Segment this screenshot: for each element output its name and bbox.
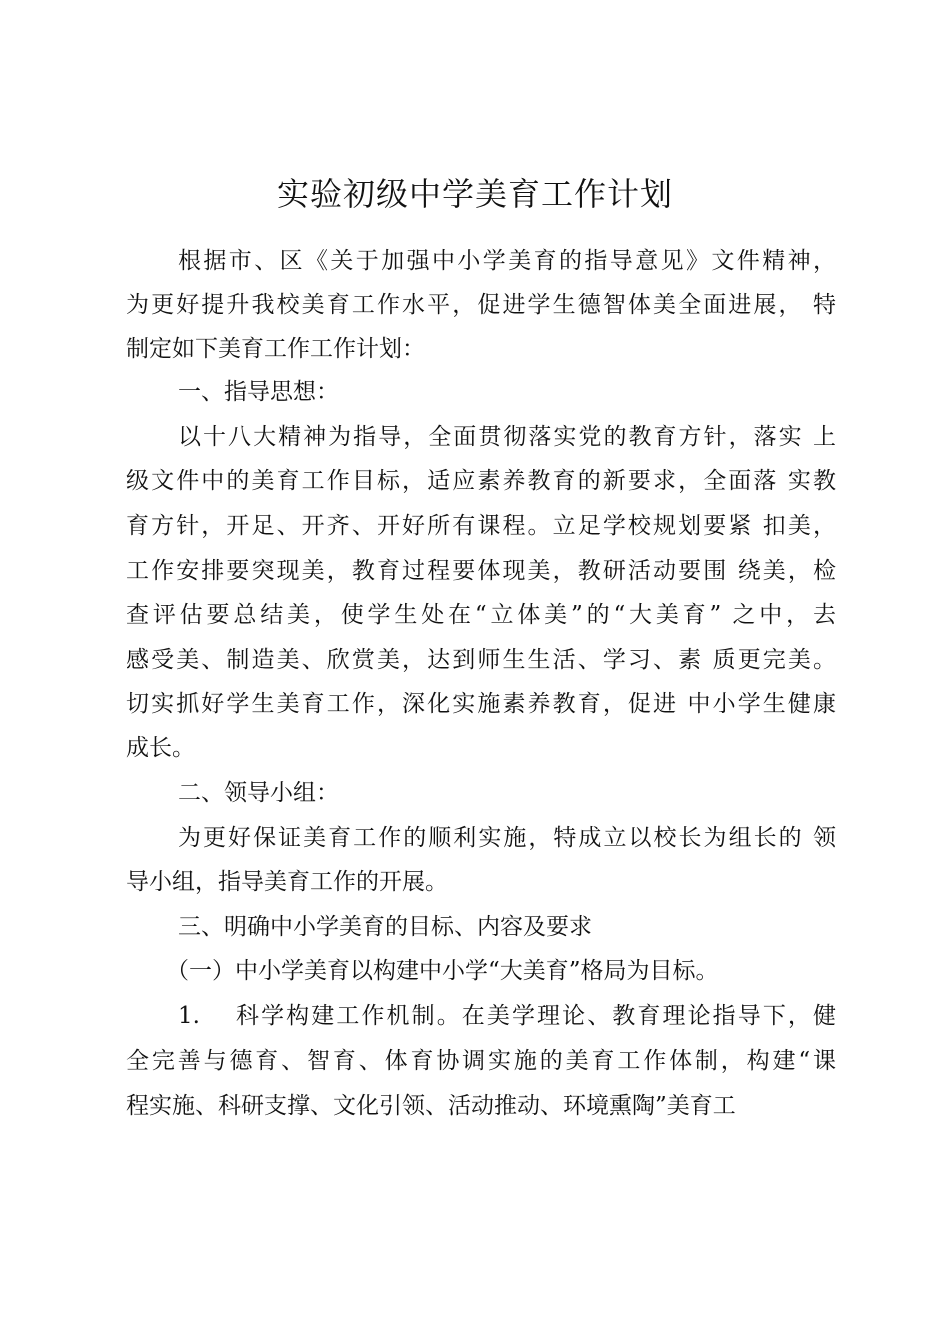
paragraph-line: 查评估要总结美，使学生处在“立体美”的“大美育” 之中，去 xyxy=(126,602,836,628)
document-title: 实验初级中学美育工作计划 xyxy=(276,175,673,213)
section-heading: 三、明确中小学美育的目标、内容及要求 xyxy=(178,914,592,940)
paragraph-line: 感受美、制造美、欣赏美，达到师生生活、学习、素 质更完美。 xyxy=(126,647,836,673)
paragraph-line: 根据市、区《关于加强中小学美育的指导意见》文件精神， xyxy=(178,248,836,274)
paragraph-line: 全完善与德育、智育、体育协调实施的美育工作体制，构建“课 xyxy=(126,1048,836,1074)
paragraph-line: 切实抓好学生美育工作，深化实施素养教育，促进 中小学生健康 xyxy=(126,691,836,717)
paragraph-line: 成长。 xyxy=(126,735,195,761)
paragraph-line: 以十八大精神为指导，全面贯彻落实党的教育方针，落实 上 xyxy=(178,424,836,450)
paragraph-line: 为更好提升我校美育工作水平，促进学生德智体美全面进展， 特 xyxy=(126,292,836,318)
paragraph-line: 育方针，开足、开齐、开好所有课程。立足学校规划要紧 扣美， xyxy=(126,513,836,539)
paragraph-line: 级文件中的美育工作目标，适应素养教育的新要求，全面落 实教 xyxy=(126,468,836,494)
paragraph-line: 导小组，指导美育工作的开展。 xyxy=(126,869,448,895)
paragraph-line: 为更好保证美育工作的顺利实施，特成立以校长为组长的 领 xyxy=(178,825,836,851)
paragraph-line: 制定如下美育工作工作计划： xyxy=(126,336,425,362)
numbered-item-line xyxy=(178,1000,836,1032)
section-heading: 一、指导思想： xyxy=(178,379,339,405)
item-number: 1. xyxy=(178,1003,200,1029)
section-heading: 二、领导小组： xyxy=(178,780,339,806)
paragraph-line: 程实施、科研支撑、文化引领、活动推动、环境熏陶”美育工 xyxy=(126,1093,736,1119)
subsection-heading: （一）中小学美育以构建中小学“大美育”格局为目标。 xyxy=(166,958,719,984)
paragraph-line: 工作安排要突现美，教育过程要体现美，教研活动要围 绕美，检 xyxy=(126,558,836,584)
item-text: 科学构建工作机制。在美学理论、教育理论指导下，健 xyxy=(236,1003,836,1029)
